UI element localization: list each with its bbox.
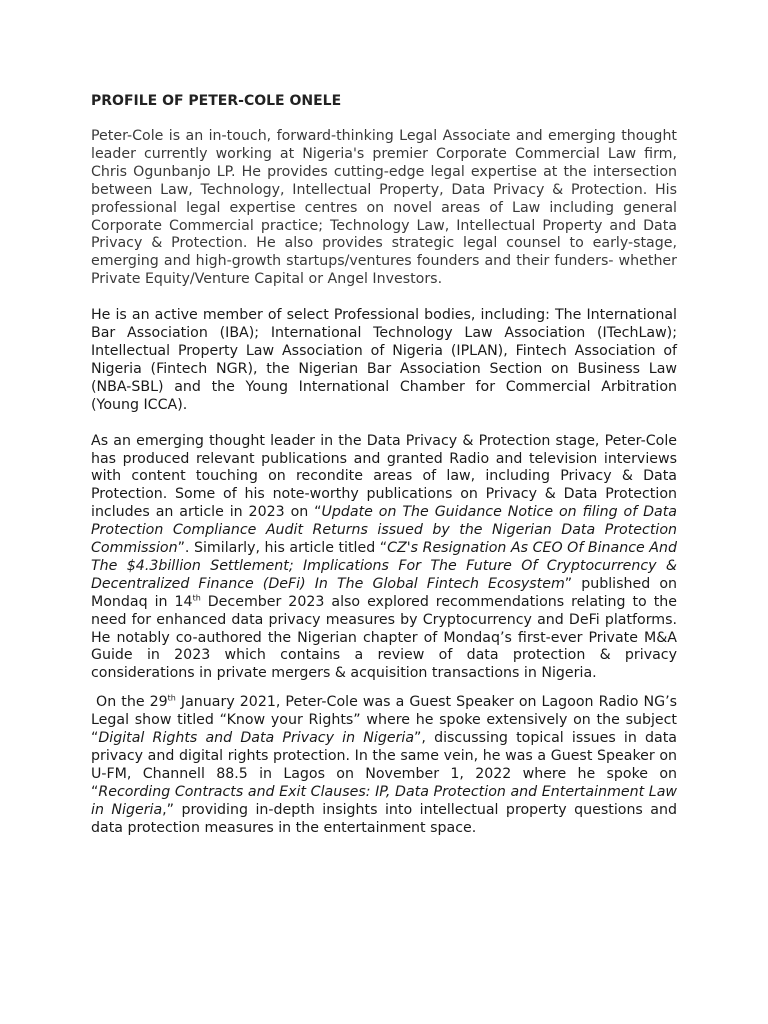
text-run: January 2021, Peter-Cole was a Guest Speaker on Lagoon Radio NG’s Legal show titled “Know your Rights” where he spoke extensively on the subject “ bbox=[91, 694, 677, 747]
publication-title-cz-resignation: CZ's Resignation As CEO Of Binance And The $4.3billion Settlement; Implications For The Future Of Cryptocurrency & Decentralized Finance (DeFi) In The Global Fintech Ecosystem bbox=[91, 540, 677, 592]
superscript-ordinal: th bbox=[192, 593, 201, 603]
text-run: ,” providing in-depth insights into intellectual property questions and data protection measures in the entertainment space. bbox=[91, 801, 677, 836]
paragraph-memberships: He is an active member of select Professional bodies, including: The International Bar Association (IBA); International Technology Law Association (ITechLaw); Intellectual Property Law Association of Nigeria (IPLAN), Fintech Association of Nigeria (Fintech NGR), the Nigerian Bar Association Section on Business Law (NBA-SBL) and the Young International Chamber for Commercial Arbitration (Young ICCA). bbox=[91, 307, 677, 413]
document-page bbox=[91, 92, 677, 838]
paragraph-speaking bbox=[91, 694, 677, 837]
document-title: PROFILE OF PETER-COLE ONELE bbox=[91, 93, 342, 109]
text-run: On the 29 bbox=[91, 694, 168, 711]
text-run: December 2023 also explored recommendations relating to the need for enhanced data privacy measures by Cryptocurrency and DeFi platforms. He notably co-authored the Nigerian chapter of Mondaq’s first-ever Private M&A Guide in 2023 which contains a review of data protection & privacy considerations in private mergers & acquisition transactions in Nigeria. bbox=[91, 593, 677, 682]
text-run: As an emerging thought leader in the Data Privacy & Protection stage, Peter-Cole has produced relevant publications and granted Radio and television interviews with content touching on recondite areas of law, including Privacy & Data Protection. Some of his note-worthy publications on Privacy & Data Protection includes an article in 2023 on “ bbox=[91, 432, 677, 521]
talk-title-recording-contracts: Recording Contracts and Exit Clauses: IP, Data Protection and Entertainment Law in Nigeria bbox=[91, 783, 677, 818]
text-run: ”. Similarly, his article titled “ bbox=[177, 540, 388, 557]
publication-title-guidance-notice: Update on The Guidance Notice on filing of Data Protection Compliance Audit Returns issued by the Nigerian Data Protection Commission bbox=[91, 504, 677, 557]
paragraph-publications bbox=[91, 433, 677, 684]
text-run: ” published on Mondaq in 14 bbox=[91, 575, 677, 610]
talk-title-digital-rights: Digital Rights and Data Privacy in Nigeria bbox=[98, 730, 415, 747]
text-run: ”, discussing topical issues in data privacy and digital rights protection. In the same vein, he was a Guest Speaker on U-FM, Channell 88.5 in Lagos on November 1, 2022 where he spoke on “ bbox=[91, 730, 677, 800]
paragraph-intro: Peter-Cole is an in-touch, forward-thinking Legal Associate and emerging thought leader currently working at Nigeria's premier Corporate Commercial Law firm, Chris Ogunbanjo LP. He provides cutting-edge legal expertise at the intersection between Law, Technology, Intellectual Property, Data Privacy & Protection. His professional legal expertise centres on novel areas of Law including general Corporate Commercial practice; Technology Law, Intellectual Property and Data Privacy & Protection. He also provides strategic legal counsel to early-stage, emerging and high-growth startups/ventures founders and their funders- whether Private Equity/Venture Capital or Angel Investors. bbox=[91, 128, 677, 288]
superscript-ordinal: th bbox=[167, 693, 176, 703]
